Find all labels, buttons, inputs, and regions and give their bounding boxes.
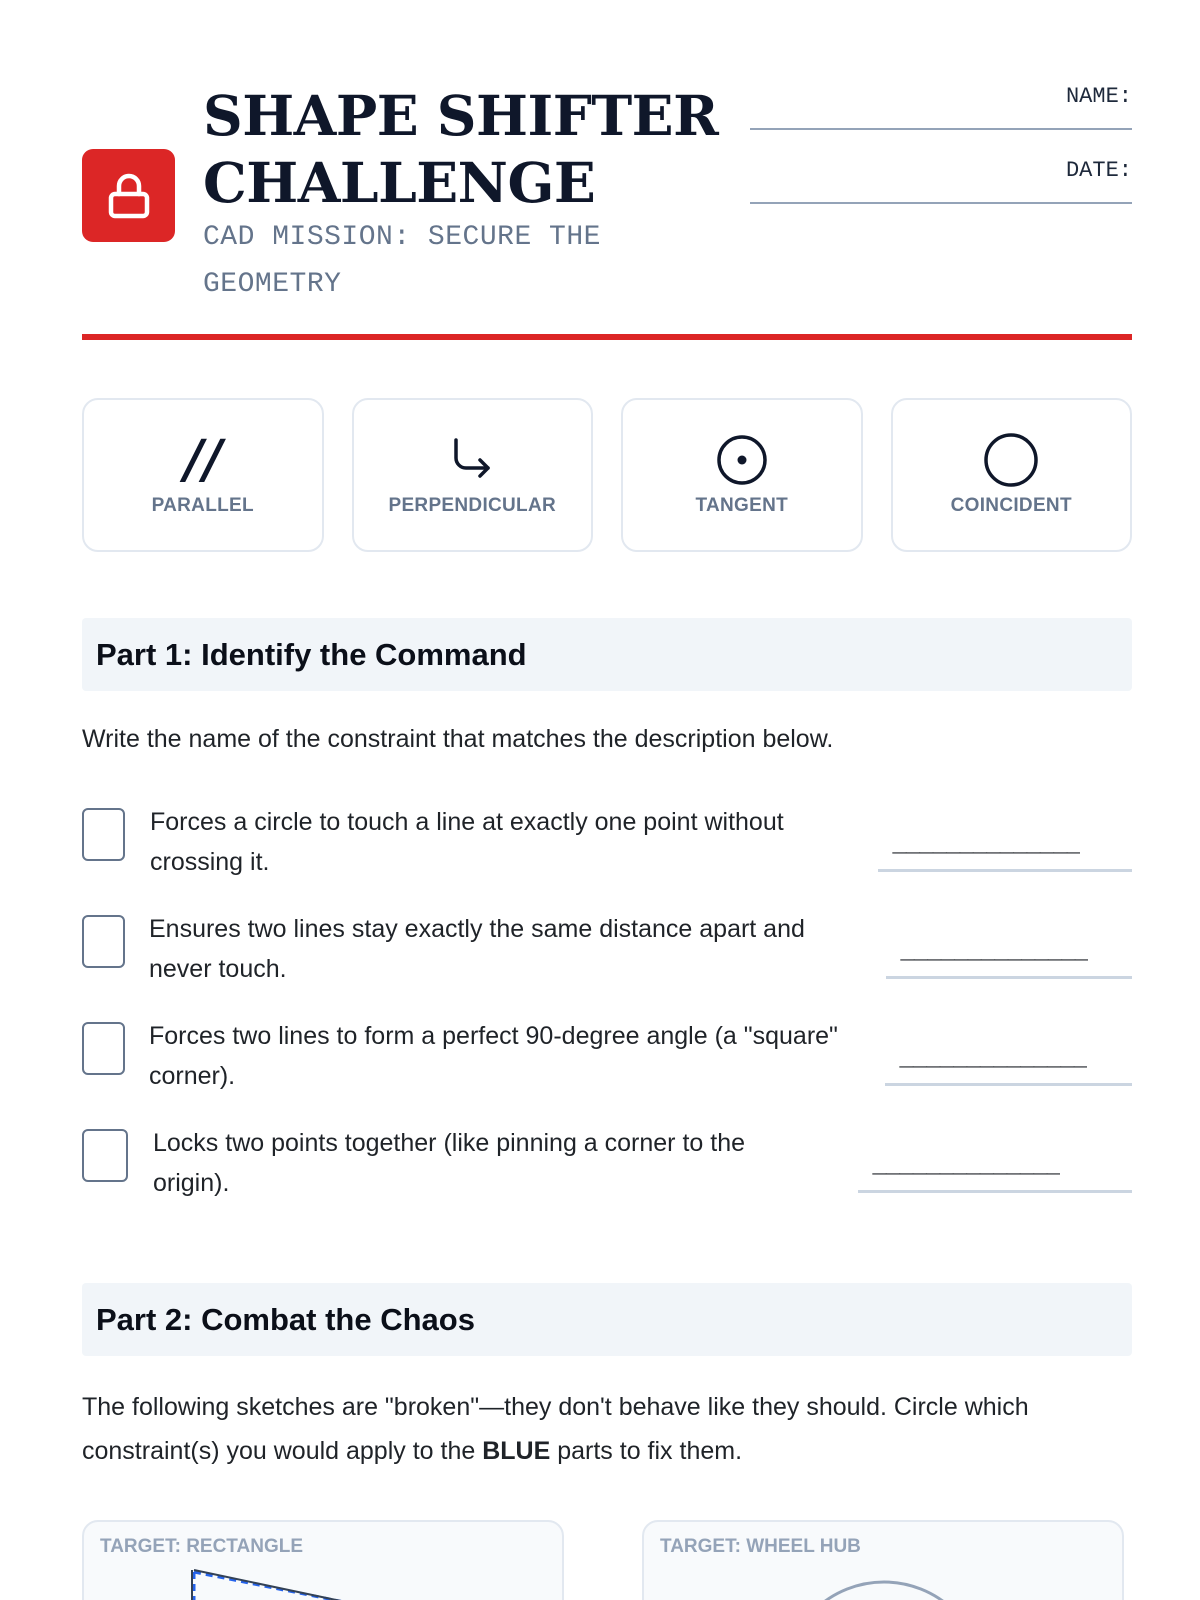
part1-instruction: Write the name of the constraint that matches the description below. — [82, 725, 834, 753]
worksheet-title: SHAPE SHIFTER CHALLENGE — [203, 83, 719, 215]
sketch-panel-wheel-hub — [642, 1520, 1124, 1600]
name-field[interactable] — [750, 84, 1132, 130]
answer-line[interactable] — [886, 976, 1132, 979]
wheel-hub-sketch — [644, 1522, 1124, 1600]
question-row — [82, 909, 1132, 997]
lock-icon — [104, 171, 154, 221]
question-row — [82, 1123, 1132, 1211]
answer-line[interactable] — [858, 1190, 1132, 1193]
perpendicular-arrow-icon — [448, 433, 496, 487]
rectangle-sketch — [84, 1522, 564, 1600]
tangent-circle-dot-icon — [715, 433, 769, 487]
question-text: Ensures two lines stay exactly the same distance apart and never touch. — [149, 915, 805, 983]
part2-header — [82, 1283, 1132, 1356]
constraint-cards — [82, 398, 1132, 552]
part2-instruction — [82, 1385, 1132, 1473]
card-tangent — [621, 398, 863, 552]
date-line[interactable] — [750, 202, 1132, 204]
worksheet-page — [82, 0, 1132, 1600]
part1-header — [82, 618, 1132, 691]
question-text: Locks two points together (like pinning a corner to the origin). — [153, 1129, 746, 1197]
card-label-parallel: PARALLEL — [151, 495, 254, 516]
part2-instruction-end: parts to fix them. — [550, 1437, 743, 1465]
date-field[interactable] — [750, 158, 1132, 204]
header-divider — [82, 334, 1132, 340]
part2-heading: Part 2: Combat the Chaos — [96, 1301, 475, 1337]
sketch-panel-rectangle — [82, 1520, 564, 1600]
card-label-tangent: TANGENT — [695, 495, 789, 516]
question-checkbox[interactable] — [82, 808, 125, 861]
card-parallel — [82, 398, 324, 552]
part2-instruction-start: The following sketches are "broken"—they don't behave like they should. Circle which constraint(s) you would apply to the — [82, 1393, 1029, 1465]
answer-line[interactable] — [885, 1083, 1132, 1086]
panel-title: TARGET: WHEEL HUB — [660, 1536, 861, 1557]
coincident-circle-icon — [983, 433, 1039, 487]
answer-blank[interactable]: ______________ — [899, 1046, 1087, 1073]
question-row — [82, 802, 1132, 890]
question-checkbox[interactable] — [82, 915, 125, 968]
card-coincident — [891, 398, 1133, 552]
date-label: DATE: — [1065, 158, 1132, 183]
worksheet-subtitle: CAD MISSION: SECURE THE GEOMETRY — [203, 222, 601, 300]
name-label: NAME: — [1065, 84, 1132, 109]
part2-instruction-bold: BLUE — [482, 1437, 551, 1465]
answer-line[interactable] — [878, 869, 1132, 872]
question-text: Forces two lines to form a perfect 90-degree angle (a "square" corner). — [149, 1022, 838, 1090]
parallel-icon: // — [183, 429, 222, 490]
lock-badge — [82, 149, 175, 242]
question-text: Forces a circle to touch a line at exactly one point without crossing it. — [150, 808, 784, 876]
panel-title: TARGET: RECTANGLE — [100, 1536, 304, 1557]
answer-blank[interactable]: ______________ — [900, 939, 1088, 966]
card-perpendicular — [352, 398, 594, 552]
question-checkbox[interactable] — [82, 1129, 128, 1182]
card-label-perpendicular: PERPENDICULAR — [388, 495, 557, 516]
question-row — [82, 1016, 1132, 1104]
answer-blank[interactable]: ______________ — [872, 1153, 1060, 1180]
name-line[interactable] — [750, 128, 1132, 130]
worksheet-header — [82, 80, 1132, 340]
card-label-coincident: COINCIDENT — [950, 495, 1072, 516]
question-checkbox[interactable] — [82, 1022, 125, 1075]
part1-heading: Part 1: Identify the Command — [96, 636, 527, 672]
answer-blank[interactable]: ______________ — [892, 832, 1080, 859]
